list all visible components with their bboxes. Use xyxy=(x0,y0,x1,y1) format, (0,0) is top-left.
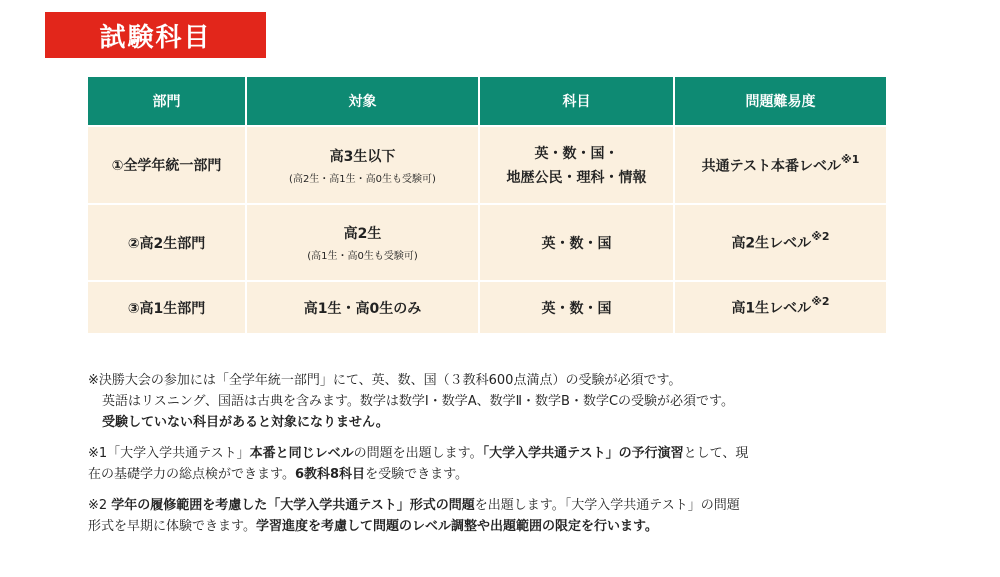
table-row xyxy=(88,126,886,204)
note-footnote-1 xyxy=(88,443,948,464)
division-cell: ②高2生部門 xyxy=(88,204,246,281)
division-cell: ③高1生部門 xyxy=(88,281,246,334)
note-footnote-2 xyxy=(88,495,948,516)
target-note: (高1生・高0生も受験可) xyxy=(307,251,418,262)
footnote-mark: ※2 xyxy=(811,295,830,309)
difficulty-cell xyxy=(674,281,886,334)
note-final-requirement: ※決勝大会の参加には「全学年統一部門」にて、英、数、国（３教科600点満点）の受験が必須です。 xyxy=(88,373,682,388)
subjects-line: 英・数・国・ xyxy=(534,146,619,162)
section-title: 試験科目 xyxy=(45,12,266,58)
header-difficulty: 問題難易度 xyxy=(674,77,886,126)
note-emphasis: 学年の履修範囲を考慮した「大学入学共通テスト」形式の問題 xyxy=(111,498,475,513)
notes-section xyxy=(88,370,948,537)
exam-subjects-table xyxy=(88,77,886,335)
note-text: 在の基礎学力の総点検ができます。 xyxy=(88,467,295,482)
note-footnote-2-cont xyxy=(88,516,948,537)
difficulty-cell xyxy=(674,126,886,204)
header-division: 部門 xyxy=(88,77,246,126)
subjects-line: 地歴公民・理科・情報 xyxy=(506,170,647,186)
note-emphasis: 学習進度を考慮して問題のレベル調整や出題範囲の限定を行います。 xyxy=(255,519,658,534)
subjects-cell: 英・数・国 xyxy=(479,281,674,334)
note-text: の問題を出題します。 xyxy=(353,446,483,461)
note-subject-details: 英語はリスニング、国語は古典を含みます。数学は数学Ⅰ・数学A、数学Ⅱ・数学B・数学Cの受験が必須です。 xyxy=(102,394,735,409)
note-text: を受験できます。 xyxy=(365,467,469,482)
difficulty-text: 高2生レベル xyxy=(731,235,812,252)
target-note: (高2生・高1生・高0生も受験可) xyxy=(289,173,436,185)
target-cell: 高1生・高0生のみ xyxy=(246,281,479,334)
note-text: 形式を早期に体験できます。 xyxy=(88,519,256,534)
table-row xyxy=(88,204,886,281)
footnote-mark: ※2 xyxy=(811,230,830,244)
note-emphasis: 「大学入学共通テスト」の予行演習 xyxy=(482,446,684,461)
target-cell xyxy=(246,126,479,204)
target-main: 高3生以下 xyxy=(329,148,396,165)
note-text: ※2 xyxy=(88,498,112,513)
note-emphasis: 6教科8科目 xyxy=(294,467,366,482)
difficulty-text: 高1生レベル xyxy=(731,300,812,317)
note-text: として、現 xyxy=(683,446,749,461)
division-cell: ①全学年統一部門 xyxy=(88,126,246,204)
table-row xyxy=(88,281,886,334)
target-cell xyxy=(246,204,479,281)
subjects-cell xyxy=(479,126,674,204)
note-warning-text: 受験していない科目があると対象になりません。 xyxy=(102,415,389,430)
note-emphasis: 本番と同じレベル xyxy=(249,446,354,461)
difficulty-text: 共通テスト本番レベル xyxy=(701,158,842,175)
subjects-cell: 英・数・国 xyxy=(479,204,674,281)
footnote-mark: ※1 xyxy=(841,152,860,166)
header-subjects: 科目 xyxy=(479,77,674,126)
difficulty-cell xyxy=(674,204,886,281)
note-text: ※1「大学入学共通テスト」 xyxy=(88,446,250,461)
note-footnote-1-cont xyxy=(88,464,948,485)
table-header-row xyxy=(88,77,886,126)
note-warning xyxy=(88,412,948,433)
target-main: 高2生 xyxy=(343,226,382,242)
header-target: 対象 xyxy=(246,77,479,126)
note-text: を出題します。「大学入学共通テスト」の問題 xyxy=(474,498,740,513)
